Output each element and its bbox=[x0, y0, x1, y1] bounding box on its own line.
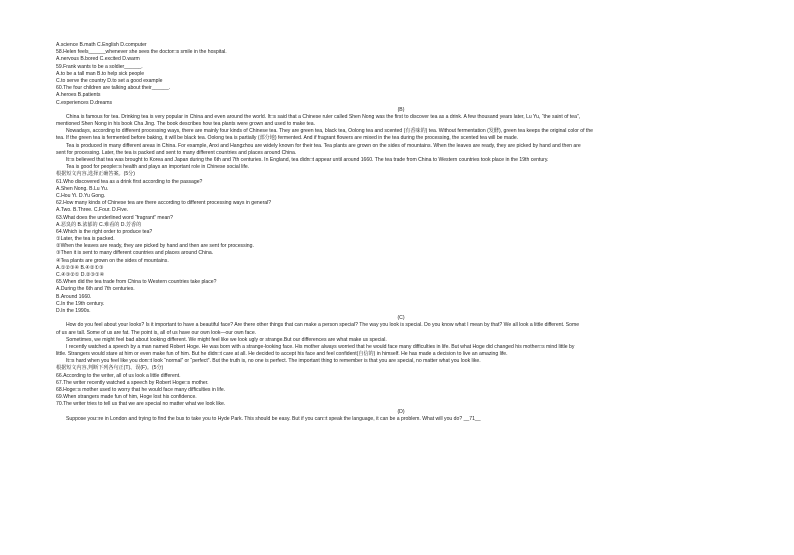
section-heading: (B) bbox=[397, 106, 405, 113]
text-line: 63.What does the underlined word “fragrant” mean? bbox=[56, 214, 173, 221]
text-line: A.Shen Nong. B.Lu Yu. bbox=[56, 185, 109, 192]
text-line: How do you feel about your looks? Is it important to have a beautiful face? Are there other things that can make a person special? The way you look is special. Do you know what I mean by that? We all look a little different. Some bbox=[66, 322, 580, 329]
text-line: mentioned Shen Nong in his book Cha Jing. The book describes how tea plants were grown and used to make tea. bbox=[56, 121, 315, 128]
text-line: ①Later, the tea is packed. bbox=[56, 236, 115, 243]
document-page bbox=[56, 42, 746, 423]
text-line: A.Two. B.Three. C.Four. D.Five. bbox=[56, 207, 129, 214]
text-line: China is famous for tea. Drinking tea is very popular in China and even around the world. It□s said that a Chinese ruler called Shen Nong was the first to discover tea as a drink. A few thousand years later, Lu Yu, “the saint of tea”, bbox=[66, 113, 581, 120]
text-line: Tea is produced in many different areas in China. For example, Anxi and Hangzhou are widely known for their tea. Tea plants are grown on the sides of mountains. When the leaves are ready, they are picked by hand and then are bbox=[66, 142, 581, 149]
text-line: tea. If the green tea is fermented before baking, it will be black tea. Oolong tea is partially (部分地) fermented. And if fragrant flowers are mixed in the tea during the processing, the scented tea will be made. bbox=[56, 135, 519, 142]
text-line: Nowadays, according to different processing ways, there are mainly four kinds of Chinese tea. They are green tea, black tea, Oolong tea and scented (有香味的) tea. Without fermentation (发酵), green tea keeps the original color of the bbox=[66, 128, 594, 135]
text-line: A.science B.math C.English D.computer bbox=[56, 42, 147, 48]
text-line: C.Hou Yi. D.Yu Gong. bbox=[56, 192, 106, 199]
text-line: D.In the 1990s. bbox=[56, 307, 91, 314]
text-line: It□s believed that tea was brought to Korea and Japan during the 6th and 7th centuries. In England, tea didn□t appear until around 1660. The tea trade from China to Western countries took place in the 19th century. bbox=[66, 157, 549, 163]
text-line: 根据短文内容,选择正确答案。(5分) bbox=[56, 171, 135, 178]
text-line: 67.The writer recently watched a speech by Robert Hoge□s mother. bbox=[56, 379, 209, 386]
text-line: Tea is good for people□s health and plays an important role in Chinese social life. bbox=[66, 164, 250, 171]
text-line: C.In the 19th century. bbox=[56, 300, 105, 307]
text-line: sent for processing. Later, the tea is packed and sent to many different countries and places around China. bbox=[56, 149, 297, 156]
text-line: A.During the 6th and 7th centuries. bbox=[56, 286, 135, 293]
text-line: B.Around 1660. bbox=[56, 293, 92, 300]
text-line: It□s hard when you feel like you don□t look “normal” or “perfect”. But the truth is, no one is perfect. The important thing to remember is that you are special, no matter what you look like. bbox=[66, 358, 481, 365]
text-line: 62.How many kinds of Chinese tea are there according to different processing ways in general? bbox=[56, 200, 272, 207]
text-line: C.to serve the country D.to set a good example bbox=[56, 77, 163, 84]
text-line: 69.When strangers made fun of him, Hoge lost his confidence. bbox=[56, 394, 197, 401]
text-line: ③Then it is sent to many different countries and places around China. bbox=[56, 250, 214, 257]
text-line: 根据短文内容,判断下列各句正(T)、误(F)。(5分) bbox=[56, 365, 164, 372]
text-line: 58.Helen feels______whenever she sees the doctor□s smile in the hospital. bbox=[56, 49, 227, 56]
text-line: C.④③②① D.②③①④ bbox=[56, 272, 105, 278]
text-line: little. Strangers would stare at him or even make fun of him. But he didn□t care at all. He decided to accept his face and feel confident(自信的) in himself. He has made a decision to live an amazing life. bbox=[56, 351, 508, 358]
text-line: C.experiences D.dreams bbox=[56, 99, 113, 106]
text-line: A.to be a tall man B.to help sick people bbox=[56, 70, 145, 77]
text-line: 65.When did the tea trade from China to Western countries take place? bbox=[56, 279, 217, 286]
text-line: I recently watched a speech by a man named Robert Hoge. He was born with a strange-looking face. His mother always worried that he would face many difficulties in life. But what Hoge did changed his mother□s mind little by bbox=[66, 343, 575, 350]
text-line: 59.Frank wants to be a soldier______. bbox=[56, 63, 143, 70]
text-line: A.heroes B.patients bbox=[56, 92, 101, 99]
text-line: Suppose you□re in London and trying to find the bus to take you to Hyde Park. This should be easy. But if you can□t speak the language, it can be a problem. What will you do? __71__ bbox=[66, 415, 481, 422]
text-line: 64.Which is the right order to produce tea? bbox=[56, 228, 153, 235]
text-line: 66.According to the writer, all of us look a little different. bbox=[56, 372, 181, 379]
section-heading: (C) bbox=[397, 315, 405, 322]
text-line: A.①②③④ B.④②①③ bbox=[56, 264, 104, 271]
text-line: A.恶臭的 B.浓郁的 C.难看的 D.芳香的 bbox=[56, 221, 142, 228]
text-line: ②When the leaves are ready, they are picked by hand and then are sent for processing. bbox=[56, 243, 254, 250]
text-line: A.nervous B.bored C.excited D.warm bbox=[56, 56, 140, 63]
text-line: 68.Hoge□s mother used to worry that he would face many difficulties in life. bbox=[56, 387, 226, 393]
text-line: 61.Who discovered tea as a drink first according to the passage? bbox=[56, 178, 203, 185]
text-line: Sometimes, we might feel bad about looking different. We might feel like we look ugly or strange.But our differences are what make us special. bbox=[66, 336, 387, 343]
text-line: 60.The four children are talking about their______. bbox=[56, 85, 171, 92]
section-heading: (D) bbox=[397, 408, 405, 415]
text-line: 70.The writer tries to tell us that we are special no matter what we look like. bbox=[56, 401, 226, 408]
text-line: of us are tall. Some of us are fat. The point is, all of us have our own look—our own face. bbox=[56, 329, 257, 336]
text-line: ④Tea plants are grown on the sides of mountains. bbox=[56, 257, 169, 264]
